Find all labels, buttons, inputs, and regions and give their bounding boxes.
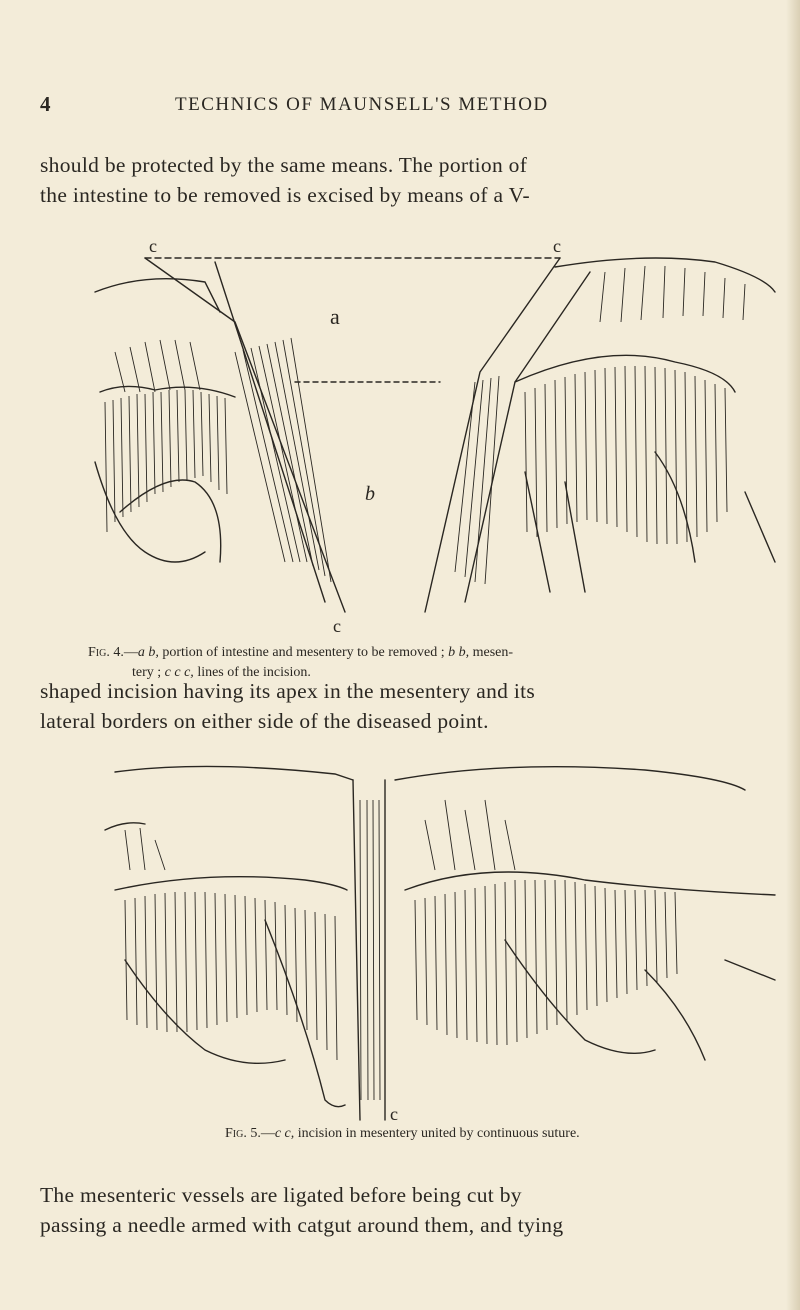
label-c: c (390, 1104, 398, 1124)
figure-4-illustration (85, 232, 795, 632)
figure-5-illustration (85, 760, 795, 1125)
caption-cc: c c, (274, 1126, 295, 1141)
label-c-bottom: c (333, 616, 341, 632)
caption-text: mesen- (469, 645, 514, 660)
text-line: shaped incision having its apex in the mesentery and its (40, 679, 536, 703)
caption-dash: — (123, 645, 138, 660)
caption-text: lines of the incision. (193, 665, 311, 680)
paragraph-1 (40, 150, 750, 210)
caption-figure-label: Fig. 5. (225, 1126, 261, 1141)
running-title: TECHNICS OF MAUNSELL'S METHOD (175, 94, 549, 115)
intestine-top-outline (115, 766, 353, 780)
label-c-left: c (149, 236, 157, 256)
text-line: The mesenteric vessels are ligated before being cut by (40, 1183, 522, 1207)
left-incision-line (145, 258, 345, 612)
caption-text: tery ; (132, 665, 165, 680)
caption-dash: — (260, 1126, 275, 1141)
caption-figure-label: Fig. 4. (88, 645, 124, 660)
right-incision-line (425, 258, 560, 612)
label-b: b (365, 483, 375, 505)
text-line: lateral borders on either side of the diseased point. (40, 709, 489, 733)
running-head (40, 92, 760, 122)
paragraph-3 (40, 1180, 770, 1240)
paragraph-2 (40, 676, 770, 736)
caption-bb: b b, (448, 645, 470, 660)
label-a: a (330, 304, 340, 329)
page-number: 4 (40, 92, 51, 116)
caption-ab: a b, (137, 645, 159, 660)
text-line: passing a needle armed with catgut around them, and tying (40, 1213, 564, 1237)
suture-line-left (353, 780, 360, 1120)
figure-5-caption (225, 1124, 745, 1144)
label-c-right: c (553, 236, 561, 256)
caption-text: portion of intestine and mesentery to be removed ; (158, 645, 449, 660)
text-line: should be protected by the same means. The portion of (40, 153, 528, 177)
caption-ccc: c c c, (164, 665, 194, 680)
text-line: the intestine to be removed is excised by means of a V- (40, 183, 530, 207)
caption-text: incision in mesentery united by continuous suture. (294, 1126, 580, 1141)
